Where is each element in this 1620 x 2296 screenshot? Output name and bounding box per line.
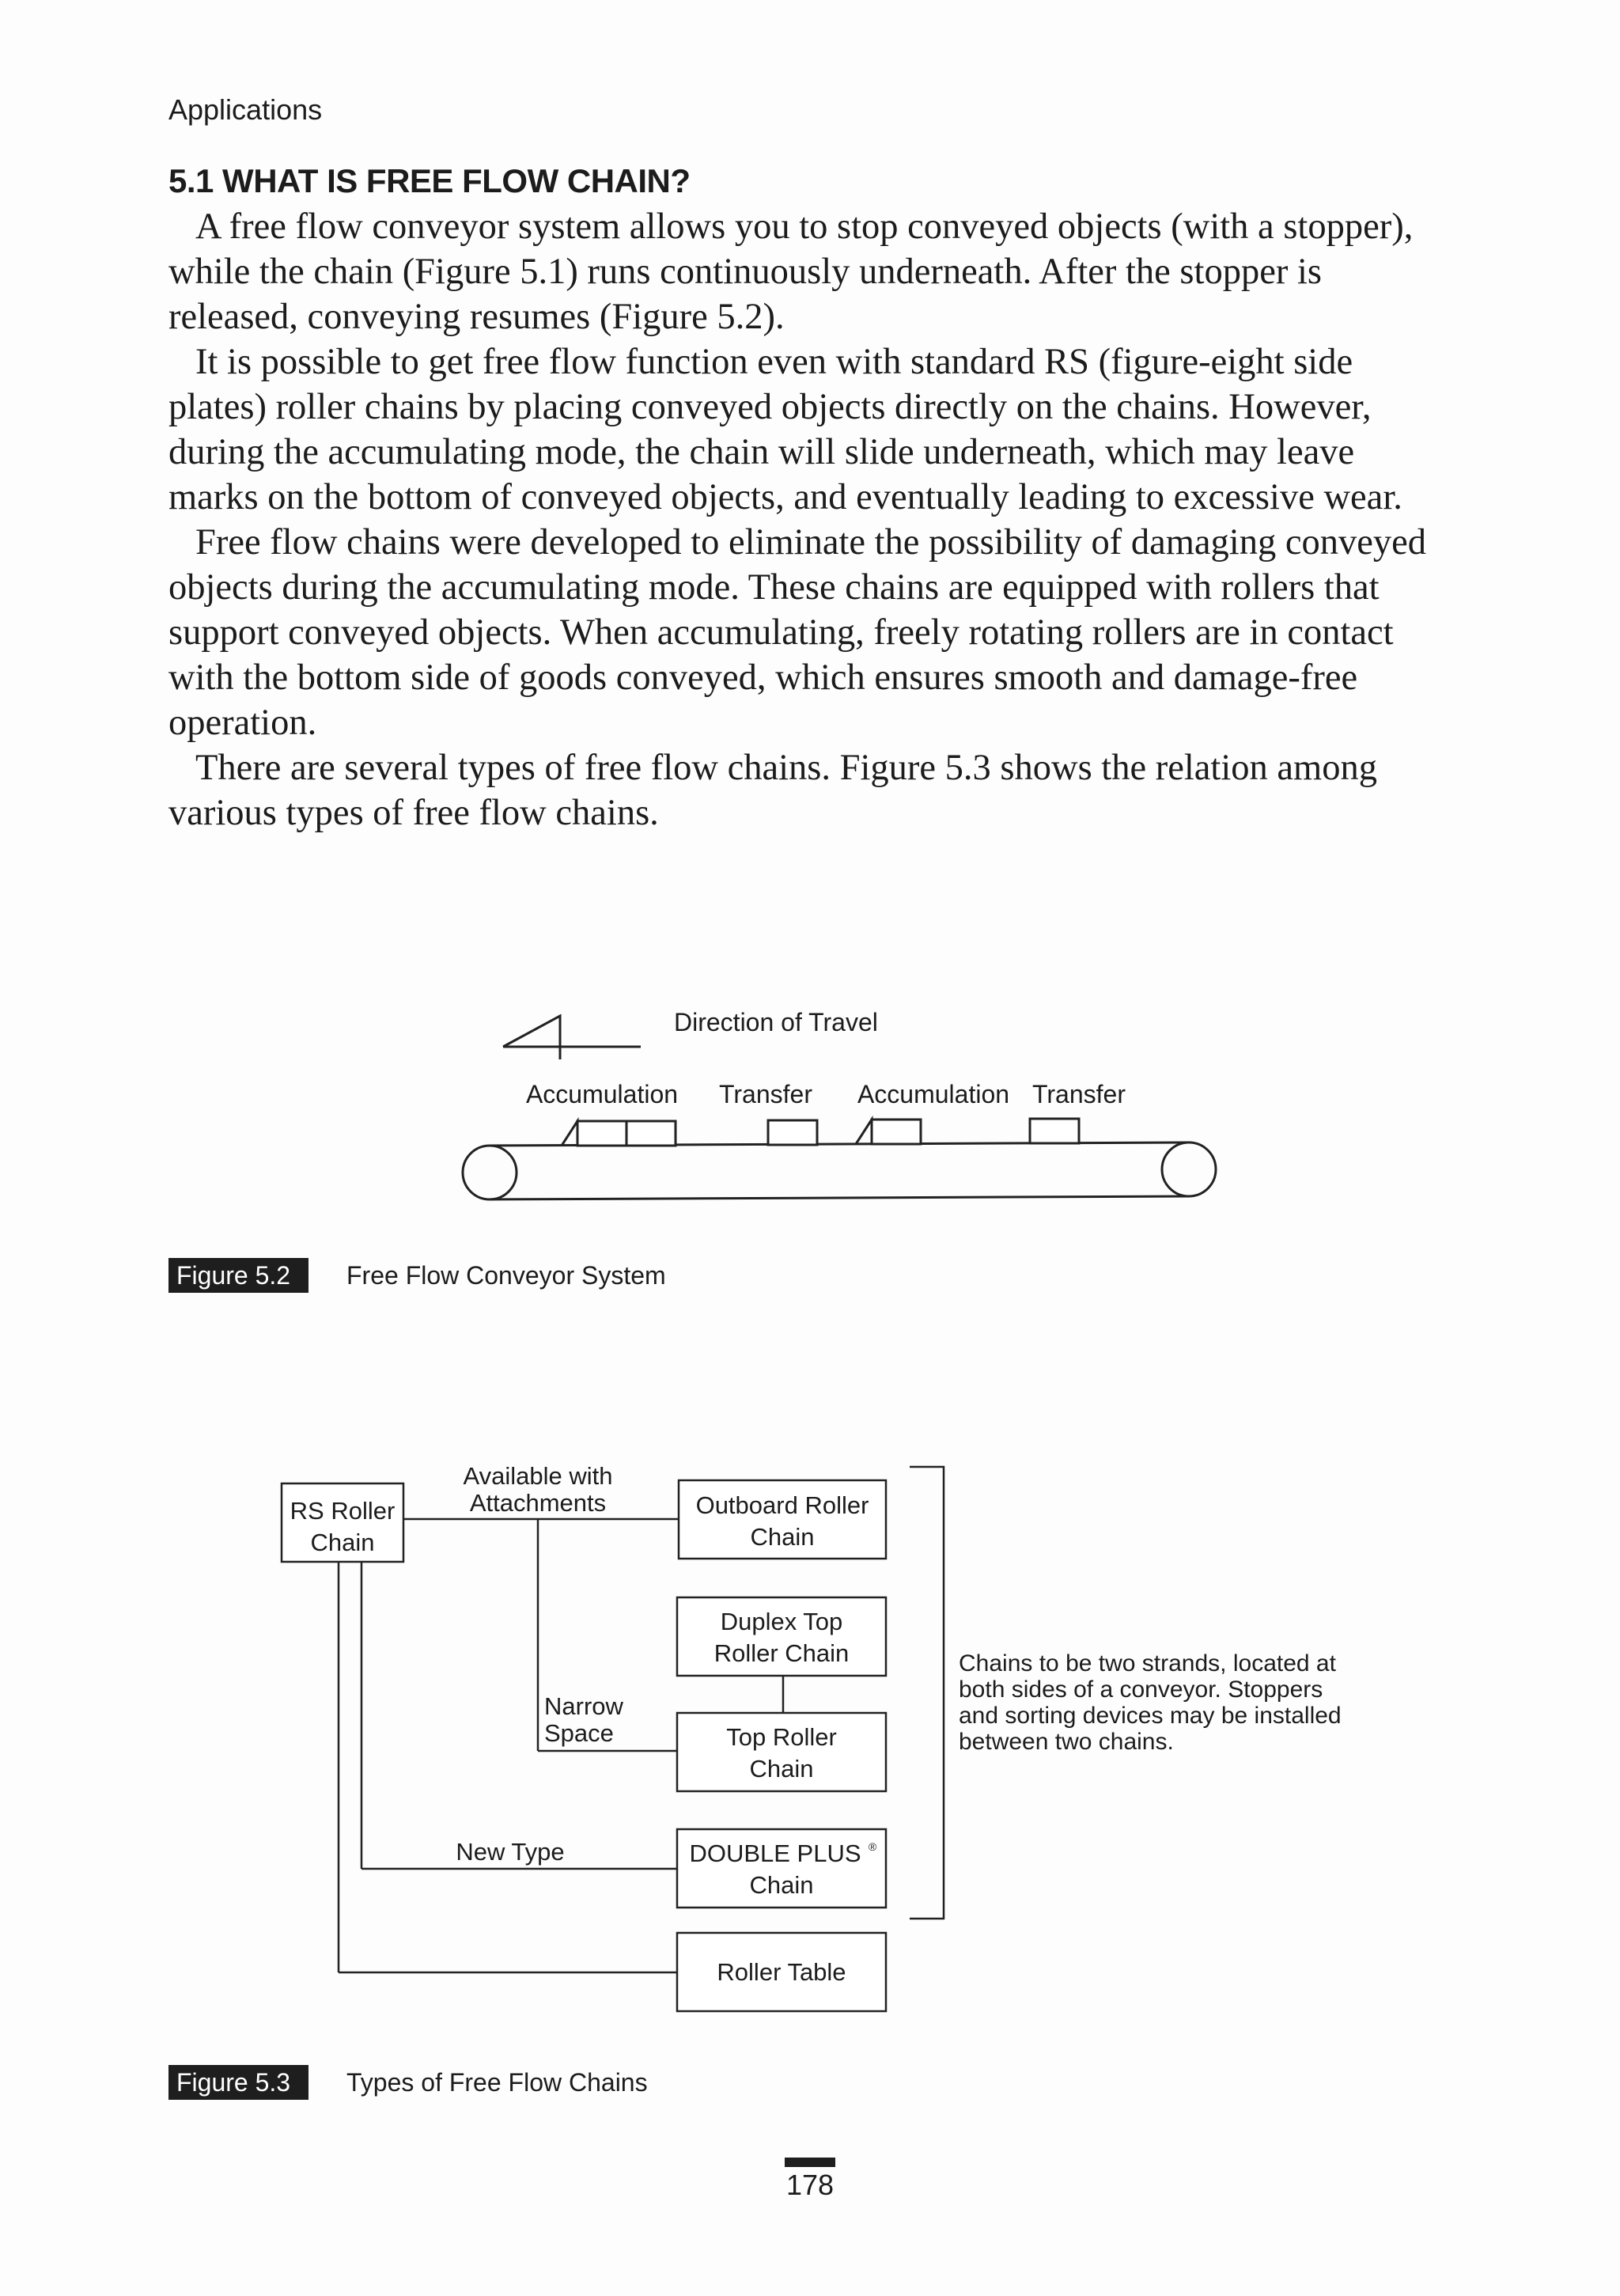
attachments-label: Attachments xyxy=(469,1489,607,1517)
paragraph: It is possible to get free flow function even with standard RS (figure-eight side plates) roller chains by placing conveyed objects directly on the chains. However, during the accumulating mode, the chain will slide underneath, which may leave marks on the bottom of conveyed objects, and eventually leading to excessive wear. xyxy=(168,342,1402,517)
outboard-roller-chain-label: Outboard Roller xyxy=(695,1491,869,1519)
group-bracket xyxy=(910,1467,944,1919)
note-text: and sorting devices may be installed xyxy=(959,1703,1342,1729)
page-number-bar xyxy=(785,2158,835,2167)
zone-label: Accumulation xyxy=(525,1080,679,1108)
rs-roller-chain-label: RS Roller xyxy=(290,1497,396,1525)
top-roller-chain-label: Chain xyxy=(749,1755,814,1783)
figure-5-2-diagram xyxy=(443,997,1234,1218)
figure-5-3-diagram xyxy=(269,1456,1408,2025)
roller-table-label: Roller Table xyxy=(717,1958,846,1986)
double-plus-chain-label: DOUBLE PLUS xyxy=(689,1839,861,1867)
new-type-label: New Type xyxy=(456,1838,565,1866)
rs-roller-chain-label: Chain xyxy=(310,1529,375,1556)
figure-5-2-caption: Free Flow Conveyor System xyxy=(346,1261,666,1290)
conveyed-object xyxy=(577,1121,626,1146)
figure-5-2-label: Figure 5.2 xyxy=(168,1258,308,1293)
narrow-space-label: Narrow xyxy=(544,1692,623,1720)
direction-label: Direction of Travel xyxy=(674,1008,878,1036)
conveyed-object xyxy=(768,1120,817,1145)
note-text: between two chains. xyxy=(959,1729,1174,1755)
running-header: Applications xyxy=(168,93,323,126)
top-roller-chain-label: Top Roller xyxy=(726,1723,837,1751)
body-text xyxy=(168,204,1450,835)
note-text: Chains to be two strands, located at xyxy=(959,1650,1336,1677)
section-title: 5.1 WHAT IS FREE FLOW CHAIN? xyxy=(168,162,691,199)
conveyed-object xyxy=(872,1120,921,1144)
figure-5-3-label: Figure 5.3 xyxy=(168,2065,308,2100)
zone-label: Transfer xyxy=(1032,1080,1126,1108)
duplex-top-roller-chain-label: Duplex Top xyxy=(720,1608,843,1635)
zone-label: Transfer xyxy=(719,1080,812,1108)
conveyor-belt xyxy=(463,1142,1216,1199)
attachments-label: Available with xyxy=(463,1462,613,1490)
registered-mark: ® xyxy=(868,1840,877,1853)
duplex-top-roller-chain-label: Roller Chain xyxy=(713,1639,850,1667)
outboard-roller-chain-label: Chain xyxy=(750,1523,815,1551)
conveyed-object xyxy=(626,1121,676,1146)
double-plus-chain-label: Chain xyxy=(749,1871,814,1899)
note-text: both sides of a conveyor. Stoppers xyxy=(959,1677,1323,1703)
stopper-icon xyxy=(856,1120,872,1144)
page-number: 178 xyxy=(785,2169,835,2201)
paragraph: There are several types of free flow chains. Figure 5.3 shows the relation among various types of free flow chains. xyxy=(168,748,1377,833)
narrow-space-label: Space xyxy=(544,1719,614,1747)
figure-5-3-caption: Types of Free Flow Chains xyxy=(346,2068,648,2097)
direction-arrow-icon xyxy=(503,1016,641,1059)
conveyed-object xyxy=(1030,1119,1079,1143)
paragraph: Free flow chains were developed to eliminate the possibility of damaging conveyed objects during the accumulating mode. These chains are equipped with rollers that support conveyed objects. When accumulating, freely rotating rollers are in contact with the bottom side of goods conveyed, which ensures smooth and damage-free operation. xyxy=(168,522,1427,743)
stopper-icon xyxy=(562,1121,577,1146)
zone-label: Accumulation xyxy=(857,1080,1010,1108)
paragraph: A free flow conveyor system allows you to stop conveyed objects (with a stopper), while the chain (Figure 5.1) runs continuously underneath. After the stopper is released, conveying resumes (Figure 5.2). xyxy=(168,206,1414,337)
